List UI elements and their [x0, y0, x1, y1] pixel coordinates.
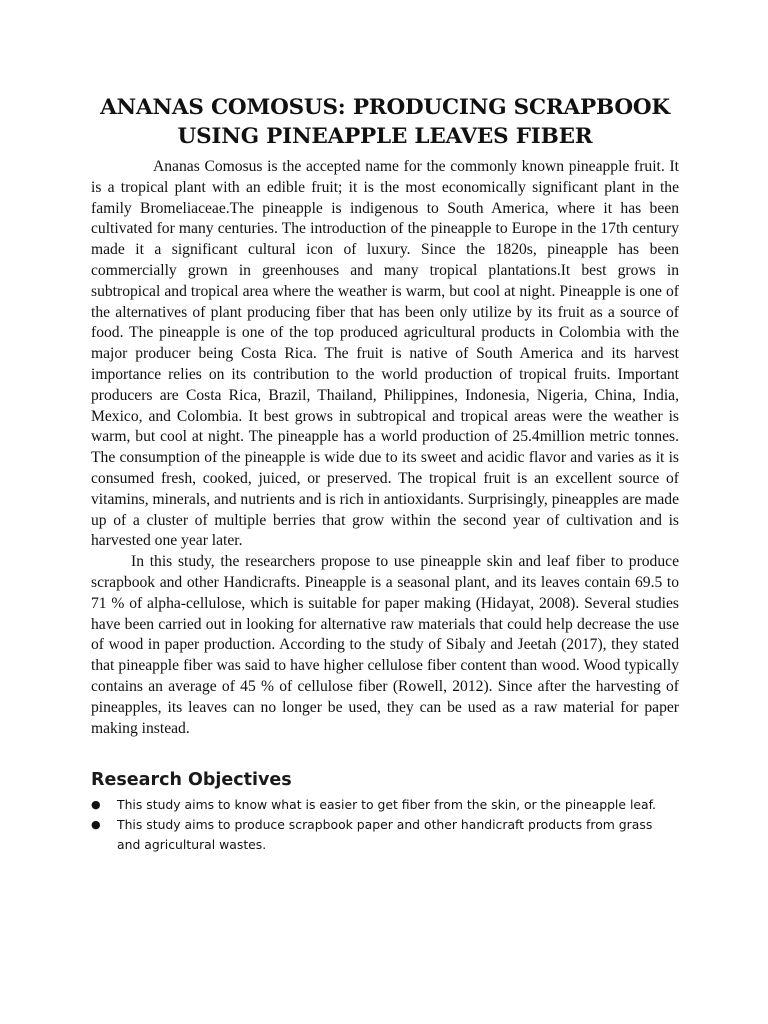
bullet-icon: ● [91, 798, 101, 812]
document-page [91, 93, 679, 855]
objective-item [91, 815, 679, 855]
paragraph-introduction: Ananas Comosus is the accepted name for the commonly known pineapple fruit. It is a tropical plant with an edible fruit; it is the most economically significant plant in the family Bromeliaceae.The pineapple is indigenous to South America, where it has been cultivated for many centuries. The introduction of the pineapple to Europe in the 17th century made it a significant cultural icon of luxury. Since the 1820s, pineapple has been commercially grown in greenhouses and many tropical plantations.It best grows in subtropical and tropical area where the weather is warm, but cool at night. Pineapple is one of the alternatives of plant producing fiber that has been only utilize by its fruit as a source of food. The pineapple is one of the top produced agricultural products in Colombia with the major producer being Costa Rica. The fruit is native of South America and its harvest importance relies on its contribution to the world production of tropical fruits. Important producers are Costa Rica, Brazil, Thailand, Philippines, Indonesia, Nigeria, China, India, Mexico, and Colombia. It best grows in subtropical and tropical areas were the weather is warm, but cool at night. The pineapple has a world production of 25.4million metric tonnes. The consumption of the pineapple is wide due to its sweet and acidic flavor and varies as it is consumed fresh, cooked, juiced, or preserved. The tropical fruit is an excellent source of vitamins, minerals, and nutrients and is rich in antioxidants. Surprisingly, pineapples are made up of a cluster of multiple berries that grow within the second year of cultivation and is harvested one year later. [91, 158, 679, 550]
page-title [91, 93, 679, 151]
objective-text: This study aims to know what is easier to get fiber from the skin, or the pineapple leaf. [117, 797, 656, 813]
objectives-list [91, 795, 679, 855]
paragraph-study-proposal: In this study, the researchers propose to use pineapple skin and leaf fiber to produce scrapbook and other Handicrafts. Pineapple is a seasonal plant, and its leaves contain 69.5 to 71 % of alpha-cellulose, which is suitable for paper making (Hidayat, 2008). Several studies have been carried out in looking for alternative raw materials that could help decrease the use of wood in paper production. According to the study of Sibaly and Jeetah (2017), they stated that pineapple fiber was said to have higher cellulose fiber content than wood. Wood typically contains an average of 45 % of cellulose fiber (Rowell, 2012). Since after the harvesting of pineapples, its leaves can no longer be used, they can be used as a raw material for paper making instead. [91, 553, 679, 737]
research-objectives-heading: Research Objectives [91, 770, 292, 791]
body-text [91, 157, 679, 739]
objective-text: This study aims to produce scrapbook paper and other handicraft products from grass and agricultural wastes. [117, 817, 653, 853]
bullet-icon: ● [91, 818, 101, 832]
objective-item [91, 795, 679, 815]
title-line-2: USING PINEAPPLE LEAVES FIBER [177, 124, 593, 149]
title-line-1: ANANAS COMOSUS: PRODUCING SCRAPBOOK [100, 95, 670, 120]
